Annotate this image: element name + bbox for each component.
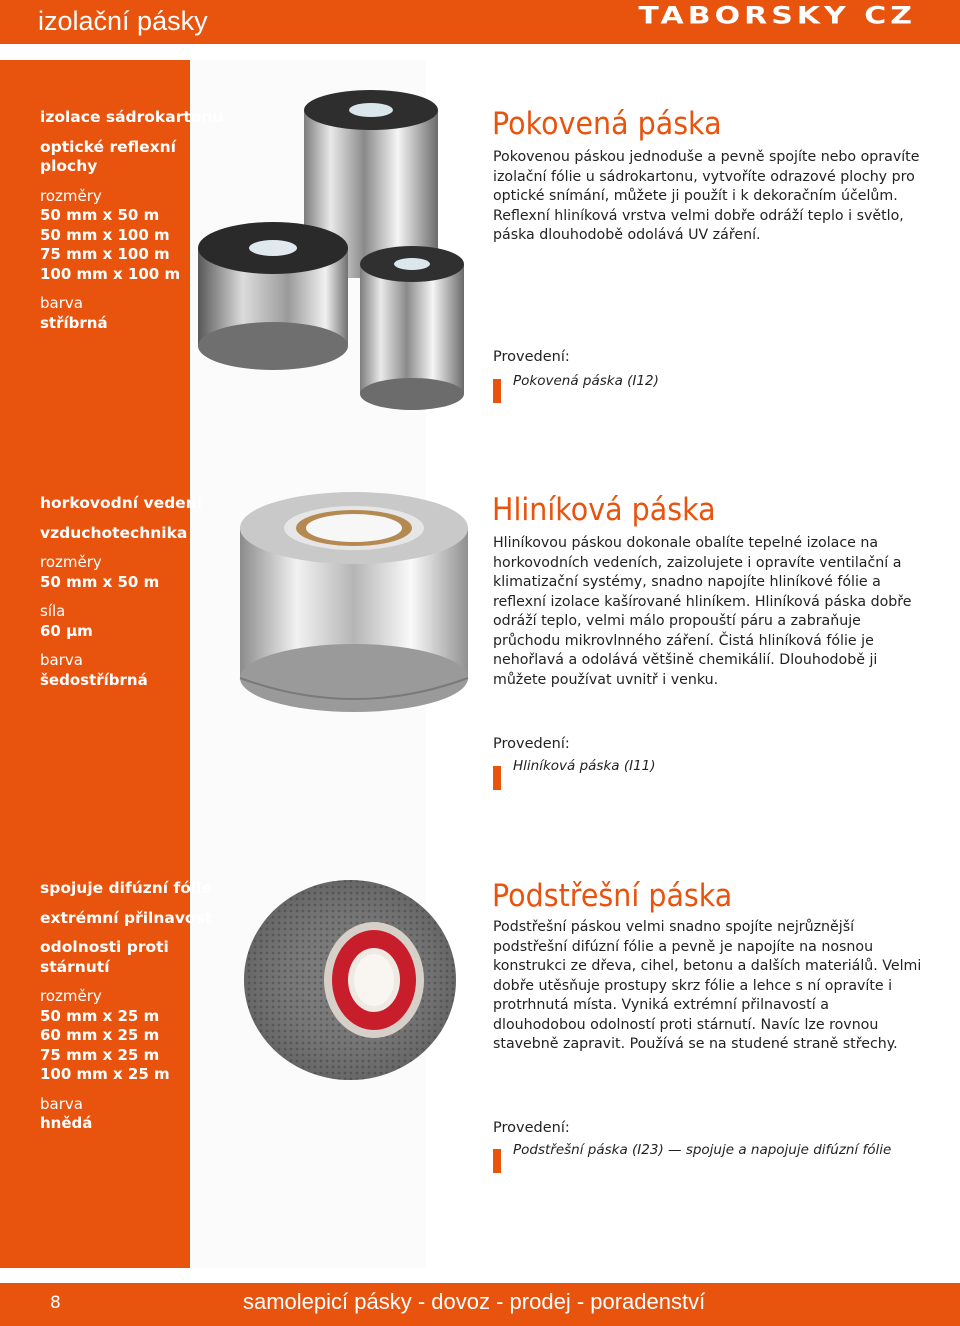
- color-label: barva: [40, 1094, 83, 1113]
- product-description: Podstřešní páskou velmi snadno spojíte nejrůznější podstřešní difúzní fólie a pevně je napojíte na nosnou konstrukci ze dřeva, cihel, betonu a dalších materiálů. Velmi dobře utěsňuje prostupy skrz fólie a lehce s ní opravíte i protrhnutá místa. Vyniká extrémní přilnavostí a dlouhodobou odolností proti stárnutí. Navíc lze rovnou stavebně zapravit. Používá se na studené straně střechy.: [493, 919, 922, 1052]
- sizes-label: rozměry: [40, 987, 102, 1005]
- color-label: barva: [40, 651, 83, 669]
- roofing-tape-roll-photo: [240, 878, 470, 1083]
- size-value: 75 mm x 100 m: [40, 245, 170, 263]
- size-value: 50 mm x 100 m: [40, 225, 170, 244]
- spec-headline: spojuje difúzní fólie: [40, 879, 213, 897]
- variant-item: Hliníková páska (I11): [513, 758, 656, 774]
- variant-label: Provedení:: [493, 736, 570, 752]
- color-label: barva: [40, 294, 83, 312]
- strength-label: síla: [40, 602, 66, 620]
- variant-item: Podstřešní páska (I23) — spojuje a napojuje difúzní fólie: [513, 1142, 892, 1158]
- size-value: 75 mm x 25 m: [40, 1045, 160, 1064]
- product-title: Hliníková páska: [492, 492, 716, 528]
- size-value: 100 mm x 25 m: [40, 1065, 170, 1083]
- variant-item: Pokovená páska (I12): [513, 373, 659, 389]
- aluminium-tape-roll-photo: [230, 488, 480, 720]
- variant-label: Provedení:: [493, 1120, 570, 1136]
- product-specs-3: [40, 879, 225, 1134]
- size-value: 50 mm x 50 m: [40, 206, 160, 224]
- spec-headline: vzduchotechnika: [40, 523, 188, 542]
- size-value: 60 mm x 25 m: [40, 1026, 160, 1044]
- product-description: Hliníkovou páskou dokonale obalíte tepelné izolace na horkovodních vedeních, zaizolujete i opravíte ventilační a klimatizační systémy, snadno napojíte hliníkové fólie a reflexní izolace kašírované hliníkem. Hliníková páska dobře odráží teplo, velmi málo propouští páru a zabraňuje průchodu mikrovlnného záření. Čistá hliníková fólie je nehořlavá a odolává většině chemikálií. Dlouhodobě ji můžete používat uvnitř i venku.: [493, 535, 912, 688]
- strength-value: 60 µm: [40, 621, 93, 640]
- color-value: šedostříbrná: [40, 670, 148, 689]
- color-value: hnědá: [40, 1114, 93, 1132]
- spec-headline: izolace sádrokartonu: [40, 108, 224, 126]
- product-title: Pokovená páska: [492, 106, 722, 142]
- spec-headline: optické reflexní plochy: [40, 137, 176, 175]
- size-value: 50 mm x 50 m: [40, 572, 160, 591]
- variant-marker: [493, 1149, 501, 1173]
- variant-marker: [493, 766, 501, 790]
- variant-label: Provedení:: [493, 349, 570, 365]
- sizes-label: rozměry: [40, 553, 102, 571]
- page-number: 8: [50, 1293, 61, 1313]
- spec-headline: odolnosti proti stárnutí: [40, 938, 169, 976]
- page-footer: [0, 1283, 960, 1326]
- product-specs-2: [40, 494, 225, 690]
- sizes-label: rozměry: [40, 186, 102, 205]
- page-title: izolační pásky: [38, 6, 208, 36]
- page-header: [0, 0, 960, 44]
- footer-slogan: samolepicí pásky - dovoz - prodej - poradenství: [243, 1289, 706, 1314]
- color-value: stříbrná: [40, 313, 108, 332]
- spec-headline: horkovodní vedení: [40, 494, 203, 512]
- brand-logo: TABORSKY CZ: [638, 2, 916, 30]
- spec-headline: extrémní přilnavost: [40, 908, 213, 927]
- size-value: 100 mm x 100 m: [40, 264, 181, 283]
- size-value: 50 mm x 25 m: [40, 1006, 160, 1025]
- metallic-tape-rolls-photo: [192, 88, 472, 418]
- variant-marker: [493, 379, 501, 403]
- product-description: Pokovenou páskou jednoduše a pevně spojíte nebo opravíte izolační fólie u sádrokartonu, vytvoříte odrazové plochy pro optické snímání, můžete ji použít i k dekoračním účelům. Reflexní hliníková vrstva velmi dobře odráží teplo i světlo, páska dlouhodobě odolává UV záření.: [493, 149, 920, 243]
- product-title: Podstřešní páska: [492, 878, 733, 914]
